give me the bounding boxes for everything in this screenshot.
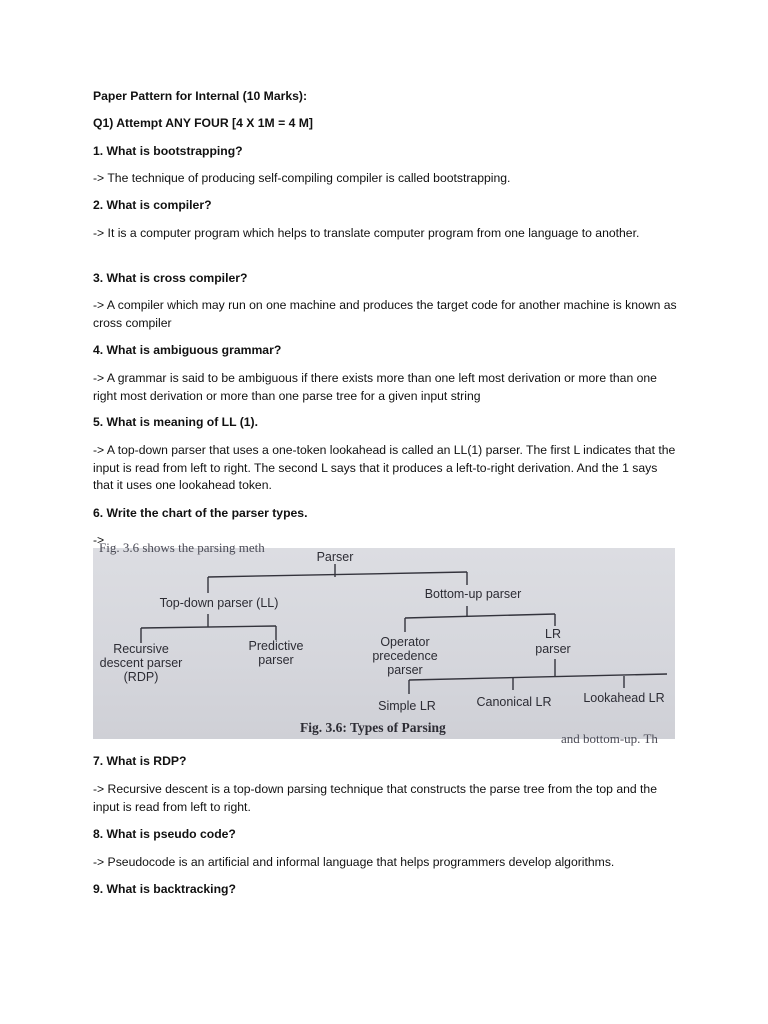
answer-4: -> A grammar is said to be ambiguous if there exists more than one left most derivation or more than one right most derivation or more than one parse tree for a given input string [93,371,657,403]
figure-caption: Fig. 3.6: Types of Parsing [300,720,446,735]
section-heading: Q1) Attempt ANY FOUR [4 X 1M = 4 M] [93,116,313,130]
node-rdp-line-3: (RDP) [123,670,159,684]
question-6: 6. Write the chart of the parser types. [93,506,308,520]
question-3: 3. What is cross compiler? [93,271,248,285]
question-2: 2. What is compiler? [93,198,212,212]
answer-8: -> Pseudocode is an artificial and informal language that helps programmers develop algorithms. [93,855,615,869]
page-title: Paper Pattern for Internal (10 Marks): [93,89,308,103]
parser-tree-diagram [93,540,675,746]
node-predictive-line-1: Predictive [248,639,304,653]
edge-lr-bar [409,674,667,680]
node-operator-line-3: parser [387,663,423,677]
node-rdp-line-1: Recursive [113,642,169,656]
node-top-down: Top-down parser (LL) [159,596,279,610]
node-bottom-up: Bottom-up parser [424,587,522,601]
edge-bottomup-bar [405,614,555,618]
answer-3: -> A compiler which may run on one machine and produces the target code for another machine is known as cross compiler [93,298,677,330]
answer-6-arrow: -> [93,533,105,547]
question-4: 4. What is ambiguous grammar? [93,343,282,357]
question-8: 8. What is pseudo code? [93,827,236,841]
question-5: 5. What is meaning of LL (1). [93,415,258,429]
node-lookahead-lr: Lookahead LR [583,691,665,705]
answer-7: -> Recursive descent is a top-down parsing technique that constructs the parse tree from the top and the input is read from left to right. [93,782,657,814]
node-lr-line-2: parser [535,642,571,656]
edge-topdown-bar [141,626,276,628]
answer-2: -> It is a computer program which helps to translate computer program from one language to another. [93,226,640,240]
node-predictive-line-2: parser [258,653,294,667]
figure-bottom-cutoff-text: and bottom-up. Th [561,731,658,746]
figure-top-cutoff-text: Fig. 3.6 shows the parsing meth [99,540,265,555]
answer-5: -> A top-down parser that uses a one-token lookahead is called an LL(1) parser. The first L indicates that the input is read from left to right. The second L says that it produces a left-to-right derivation. And the 1 says that it uses one lookahead token. [93,443,676,492]
node-operator-line-1: Operator [380,635,430,649]
question-1: 1. What is bootstrapping? [93,144,243,158]
parser-types-figure [93,540,675,746]
node-operator-line-2: precedence [372,649,438,663]
node-lr-line-1: LR [545,627,561,641]
answer-1: -> The technique of producing self-compiling compiler is called bootstrapping. [93,171,511,185]
node-parser: Parser [316,550,354,564]
question-7: 7. What is RDP? [93,754,187,768]
node-simple-lr: Simple LR [378,699,436,713]
edge-level1-bar [208,572,467,577]
question-9: 9. What is backtracking? [93,882,236,896]
node-canonical-lr: Canonical LR [476,695,552,709]
node-rdp-line-2: descent parser [99,656,183,670]
